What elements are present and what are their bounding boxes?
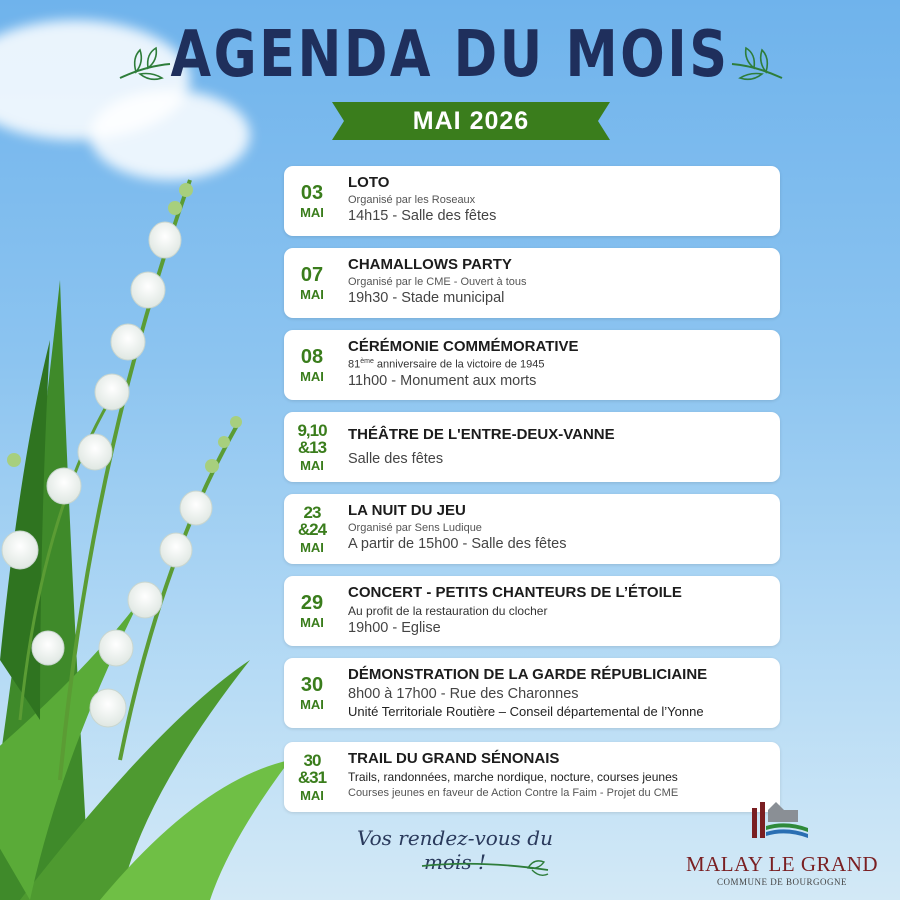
event-date [284,576,340,646]
event-day: 30 [303,751,321,770]
event-date [284,742,340,812]
event-month: MAI [300,788,324,803]
event-month: MAI [300,458,324,473]
event-organizer: Organisé par les Roseaux [348,194,476,206]
event-date [284,494,340,564]
event-month: MAI [300,369,324,384]
event-time-place: 19h30 - Stade municipal [348,290,505,306]
event-day: 9,10 [297,421,327,440]
event-title: DÉMONSTRATION DE LA GARDE RÉPUBLICIAINE [348,666,708,683]
event-organizer: Unité Territoriale Routière – Conseil départemental de l’Yonne [348,704,704,719]
event-month: MAI [300,287,324,302]
event-description: Trails, randonnées, marche nordique, nocture, courses jeunes [348,770,678,784]
event-title: CÉRÉMONIE COMMÉMORATIVE [348,338,579,355]
event-day-extra: &31 [297,768,327,787]
left-leaf-sprig-icon [118,44,172,84]
event-day: 23 [303,503,321,522]
event-time-place: 19h00 - Eglise [348,620,441,636]
event-place: Salle des fêtes [348,451,444,467]
town-logo-icon [746,796,810,848]
event-description: Au profit de la restauration du clocher [348,604,548,618]
footer-tagline: Vos rendez-vous du mois ! [356,826,553,874]
event-day: 29 [300,592,324,614]
event-month: MAI [300,205,324,220]
event-time-place: 14h15 - Salle des fêtes [348,208,497,224]
event-date [284,412,340,482]
event-card [284,658,780,728]
event-time-place: A partir de 15h00 - Salle des fêtes [348,536,567,552]
event-day: 08 [300,346,324,368]
right-leaf-sprig-icon [730,44,784,84]
event-day: 30 [300,674,324,696]
event-card [284,494,780,564]
event-month: MAI [300,697,324,712]
event-title: CHAMALLOWS PARTY [348,256,512,273]
event-card [284,248,780,318]
event-card [284,166,780,236]
month-label: MAI 2026 [412,107,530,135]
event-date [284,330,340,400]
event-organizer: Organisé par le CME - Ouvert à tous [348,276,527,288]
event-description: 81ème anniversaire de la victoire de 1945 [348,358,545,371]
event-card [284,330,780,400]
event-title: TRAIL DU GRAND SÉNONAIS [348,750,560,767]
event-date [284,248,340,318]
town-name: MALAY LE GRAND [685,852,879,876]
event-date [284,658,340,728]
event-card [284,742,780,812]
footer-leaf-sprig-icon [420,856,552,880]
event-note: Courses jeunes en faveur de Action Contre la Faim - Projet du CME [348,787,679,799]
event-month: MAI [300,615,324,630]
event-title: LA NUIT DU JEU [348,502,466,519]
event-day-extra: &24 [297,520,327,539]
event-date [284,166,340,236]
event-card [284,412,780,482]
lily-of-the-valley-illustration [0,160,290,900]
page-title: AGENDA DU MOIS [170,18,730,92]
event-day-extra: &13 [297,438,327,457]
event-organizer: Organisé par Sens Ludique [348,522,482,534]
event-card [284,576,780,646]
event-month: MAI [300,540,324,555]
event-day: 03 [300,182,324,204]
event-time-place: 8h00 à 17h00 - Rue des Charonnes [348,686,579,702]
event-title: THÉÂTRE DE L'ENTRE-DEUX-VANNE [348,426,615,443]
event-day: 07 [300,264,324,286]
event-time-place: 11h00 - Monument aux morts [348,372,537,389]
event-title: LOTO [348,174,390,191]
town-subtitle: COMMUNE DE BOURGOGNE [716,877,847,887]
event-title: CONCERT - PETITS CHANTEURS DE L’ÉTOILE [348,584,682,601]
